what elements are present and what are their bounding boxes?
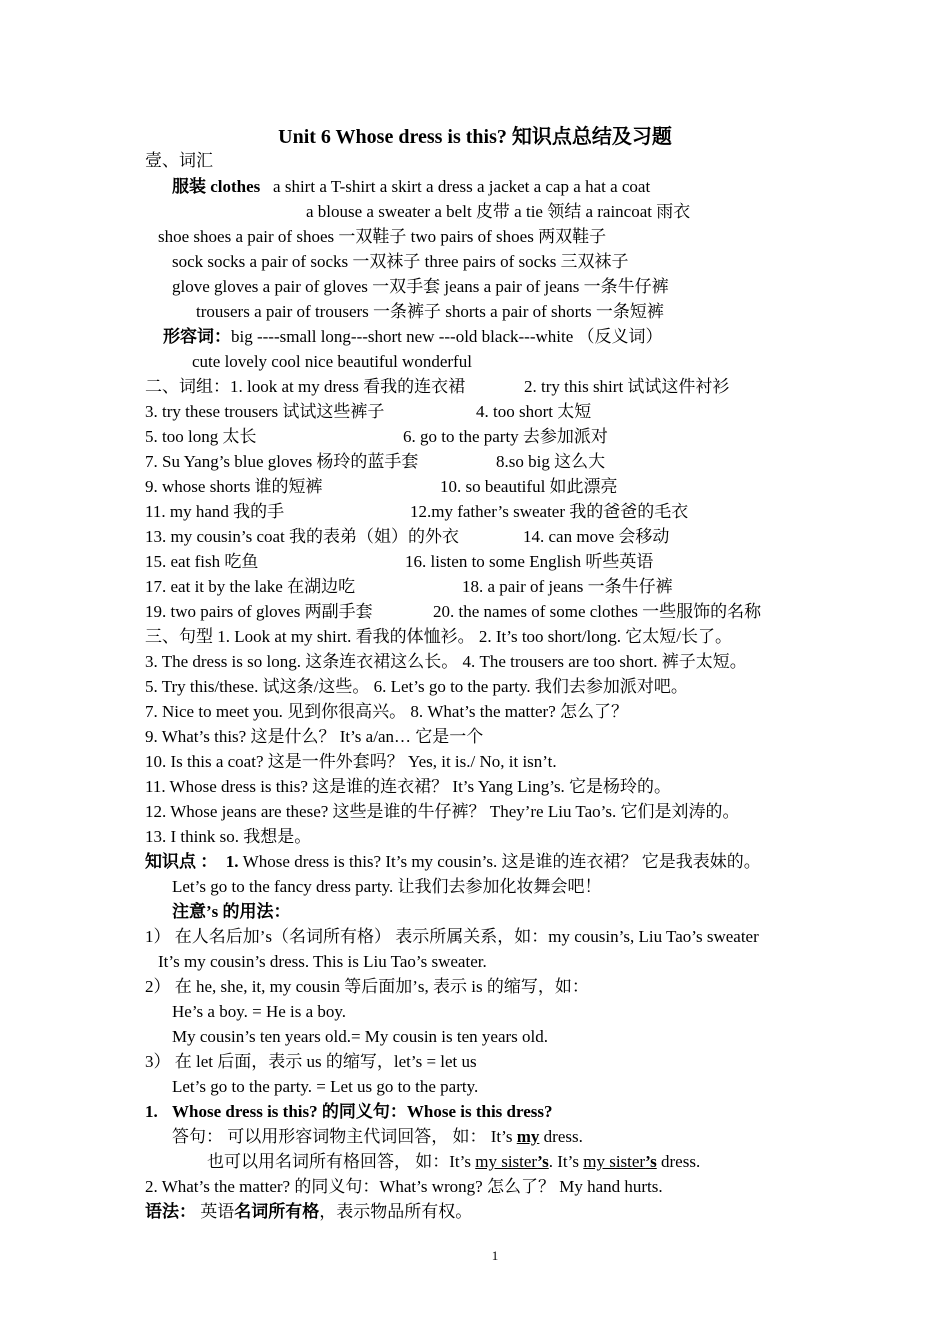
sentence-line: 5. Try this/these. 试这条/这些。 6. Let’s go to the party. 我们去参加派对吧。 <box>145 677 688 696</box>
grammar-text: ，表示物品所有权。 <box>319 1202 473 1221</box>
phrase-row <box>145 401 592 423</box>
clothes-line-1 <box>172 176 650 198</box>
phrase-right: 18. a pair of jeans 一条牛仔裤 <box>462 577 673 596</box>
sentence-line: 11. Whose dress is this? 这是谁的连衣裙？ It’s Yang Ling’s. 它是杨玲的。 <box>145 777 672 796</box>
phrase-row <box>145 426 608 448</box>
clothes-line-3: shoe shoes a pair of shoes 一双鞋子 two pairs of shoes 两双鞋子 <box>158 227 607 246</box>
synonym-2: 2. What’s the matter? 的同义句：What’s wrong? 怎么了？ My hand hurts. <box>145 1177 663 1196</box>
clothes-items-1: a shirt a T-shirt a skirt a dress a jacket a cap a hat a coat <box>273 177 651 196</box>
phrase-row <box>145 551 654 573</box>
clothes-line-5: glove gloves a pair of gloves 一双手套 jeans a pair of jeans 一条牛仔裤 <box>172 277 669 296</box>
clothes-line-2: a blouse a sweater a belt 皮带 a tie 领结 a raincoat 雨衣 <box>306 202 691 221</box>
clothes-line-6: trousers a pair of trousers 一条裤子 shorts a pair of shorts 一条短裤 <box>196 302 664 321</box>
phrase-left: 11. my hand 我的手 <box>145 502 285 521</box>
usage-2-example-b: My cousin’s ten years old.= My cousin is ten years old. <box>172 1027 548 1046</box>
phrase-left: 7. Su Yang’s blue gloves 杨玲的蓝手套 <box>145 452 419 471</box>
sentence-line: 12. Whose jeans are these? 这些是谁的牛仔裤？ They’re Liu Tao’s. 它们是刘涛的。 <box>145 802 740 821</box>
answer-text: . It’s <box>548 1152 584 1171</box>
phrase-left: 19. two pairs of gloves 两副手套 <box>145 602 373 621</box>
answer-underlined: my sister <box>583 1152 646 1171</box>
answer-underlined: my <box>516 1127 540 1146</box>
phrase-row <box>145 501 689 523</box>
grammar-text: 英语 <box>196 1202 235 1221</box>
adjective-line-2: cute lovely cool nice beautiful wonderful <box>192 352 472 371</box>
sentence-line: 9. What’s this? 这是什么？ It’s a/an… 它是一个 <box>145 727 484 746</box>
usage-2-example-a: He’s a boy. = He is a boy. <box>172 1002 347 1021</box>
answer-text: dress. <box>656 1152 701 1171</box>
synonym-1-answer <box>172 1126 583 1148</box>
phrase-right: 6. go to the party 去参加派对 <box>403 427 608 446</box>
phrase-left: 15. eat fish 吃鱼 <box>145 552 259 571</box>
phrase-row <box>145 376 730 398</box>
grammar-label: 语法： <box>145 1202 196 1221</box>
phrase-right: 2. try this shirt 试试这件衬衫 <box>524 377 730 396</box>
knowledge-note: 注意’s 的用法： <box>172 902 291 921</box>
knowledge-line-2: Let’s go to the fancy dress party. 让我们去参加化妆舞会吧！ <box>172 877 602 896</box>
phrase-right: 12.my father’s sweater 我的爸爸的毛衣 <box>410 502 689 521</box>
phrase-left: 9. whose shorts 谁的短裤 <box>145 477 323 496</box>
usage-3-example: Let’s go to the party. = Let us go to the party. <box>172 1077 479 1096</box>
synonym-1 <box>145 1101 553 1123</box>
answer-underlined: my sister <box>475 1152 538 1171</box>
answer-text: dress. <box>539 1127 583 1146</box>
adjective-line-1 <box>163 326 663 348</box>
grammar-line <box>145 1201 472 1223</box>
synonym-1-num: 1. <box>145 1102 158 1121</box>
sentence-line: 10. Is this a coat? 这是一件外套吗？ Yes, it is./ No, it isn’t. <box>145 752 557 771</box>
grammar-bold: 名词所有格 <box>234 1202 320 1221</box>
phrase-row <box>145 476 618 498</box>
phrase-right: 8.so big 这么大 <box>496 452 606 471</box>
usage-1: 1） 在人名后加’s（名词所有格） 表示所属关系，如：my cousin’s, Liu Tao’s sweater <box>145 927 759 946</box>
phrase-row <box>145 601 762 623</box>
phrase-left: 二、词组：1. look at my dress 看我的连衣裙 <box>145 377 466 396</box>
phrase-right: 14. can move 会移动 <box>523 527 670 546</box>
phrase-left: 5. too long 太长 <box>145 427 257 446</box>
phrase-row <box>145 526 670 548</box>
phrase-row <box>145 451 606 473</box>
document-title: Unit 6 Whose dress is this? 知识点总结及习题 <box>278 126 672 148</box>
clothes-label: 服装 clothes <box>172 177 261 196</box>
page-number: 1 <box>491 1248 499 1263</box>
phrase-right: 20. the names of some clothes 一些服饰的名称 <box>433 602 762 621</box>
usage-3: 3） 在 let 后面，表示 us 的缩写，let’s = let us <box>145 1052 477 1071</box>
adjective-items-1: big ----small long---short new ---old black---white （反义词） <box>231 327 663 346</box>
adjective-label: 形容词： <box>163 327 231 346</box>
synonym-1-answer-2 <box>207 1151 700 1173</box>
usage-2: 2） 在 he, she, it, my cousin 等后面加’s, 表示 is 的缩写，如： <box>145 977 589 996</box>
knowledge-num: 1. <box>225 852 239 871</box>
usage-1-example: It’s my cousin’s dress. This is Liu Tao’s sweater. <box>158 952 487 971</box>
phrase-row <box>145 576 673 598</box>
sentence-line: 三、句型 1. Look at my shirt. 看我的体恤衫。 2. It’s too short/long. 它太短/长了。 <box>145 627 732 646</box>
phrase-left: 17. eat it by the lake 在湖边吃 <box>145 577 356 596</box>
section-1-heading: 壹、词汇 <box>145 151 213 170</box>
phrase-left: 3. try these trousers 试试这些裤子 <box>145 402 385 421</box>
phrase-left: 13. my cousin’s coat 我的表弟（姐）的外衣 <box>145 527 460 546</box>
phrase-right: 10. so beautiful 如此漂亮 <box>440 477 618 496</box>
knowledge-text-1: Whose dress is this? It’s my cousin’s. 这是谁的连衣裙？ 它是我表妹的。 <box>238 852 761 871</box>
answer-text: 答句： 可以用形容词物主代词回答， 如： It’s <box>172 1127 517 1146</box>
knowledge-label: 知识点 ： <box>145 852 218 871</box>
synonym-1-text: Whose dress is this? 的同义句：Whose is this dress? <box>172 1102 553 1121</box>
answer-underlined-bold: ’s <box>645 1152 657 1171</box>
answer-underlined-bold: ’s <box>537 1152 549 1171</box>
knowledge-line-1 <box>145 851 761 873</box>
phrase-right: 4. too short 太短 <box>476 402 592 421</box>
sentence-line: 13. I think so. 我想是。 <box>145 827 312 846</box>
sentence-line: 3. The dress is so long. 这条连衣裙这么长。 4. The trousers are too short. 裤子太短。 <box>145 652 747 671</box>
clothes-line-4: sock socks a pair of socks 一双袜子 three pairs of socks 三双袜子 <box>172 252 629 271</box>
sentence-line: 7. Nice to meet you. 见到你很高兴。 8. What’s the matter? 怎么了？ <box>145 702 628 721</box>
phrase-right: 16. listen to some English 听些英语 <box>405 552 654 571</box>
answer-text: 也可以用名词所有格回答， 如：It’s <box>207 1152 476 1171</box>
